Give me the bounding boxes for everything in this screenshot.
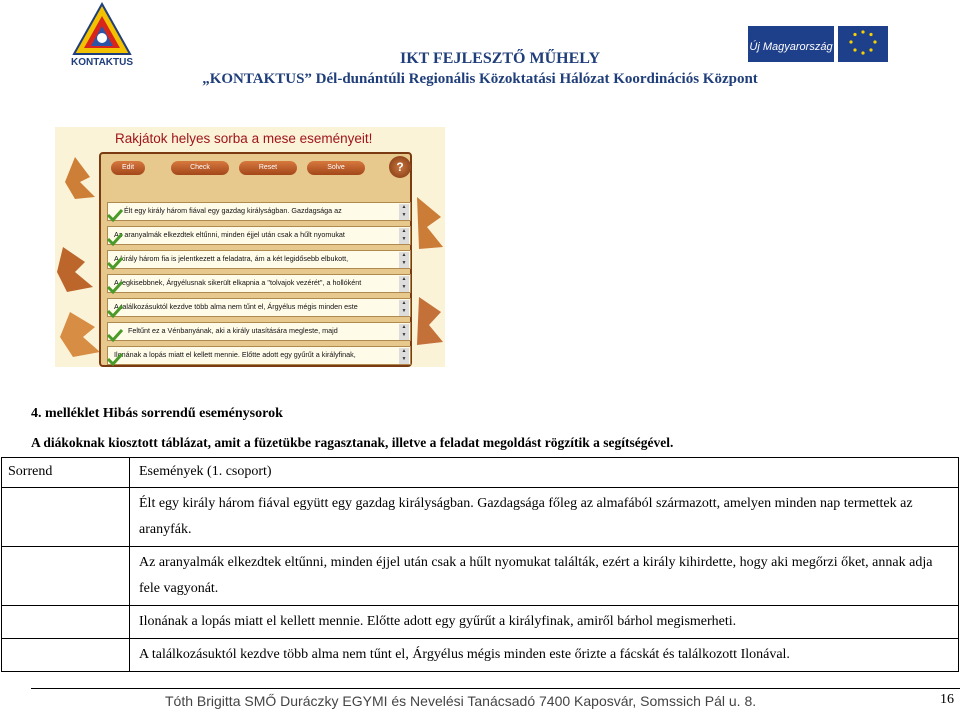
check-icon: [106, 352, 124, 366]
row-text: Az aranyalmák elkezdtek eltűnni, minden éjjel után csak a hűlt nyomukat: [114, 230, 345, 239]
move-up-icon[interactable]: ▲: [399, 252, 409, 260]
page-number: 16: [940, 692, 954, 707]
footer-divider: [31, 688, 960, 689]
header-title-line1: IKT FEJLESZTŐ MŰHELY: [399, 50, 601, 67]
game-title: Rakjátok helyes sorba a mese eseményeit!: [115, 131, 373, 146]
table-row: [2, 488, 959, 547]
sortable-row[interactable]: [107, 202, 411, 221]
game-toolbar: [101, 154, 410, 182]
sortable-row[interactable]: [107, 274, 411, 293]
move-down-icon[interactable]: ▼: [399, 236, 409, 244]
move-down-icon[interactable]: ▼: [399, 260, 409, 268]
move-up-icon[interactable]: ▲: [399, 276, 409, 284]
row-text: Ilonának a lopás miatt el kellett mennie. Előtte adott egy gyűrűt a királyfinak,: [114, 350, 356, 359]
order-cell: [2, 547, 130, 606]
move-down-icon[interactable]: ▼: [399, 308, 409, 316]
row-text: A találkozásuktól kezdve több alma nem tűnt el, Árgyélus mégis minden este: [114, 302, 358, 311]
help-button[interactable]: ?: [389, 156, 411, 178]
section-heading: 4. melléklet Hibás sorrendű eseménysorok: [31, 406, 283, 421]
move-up-icon[interactable]: ▲: [399, 204, 409, 212]
move-up-icon[interactable]: ▲: [399, 324, 409, 332]
move-up-icon[interactable]: ▲: [399, 348, 409, 356]
edit-button[interactable]: Edit: [111, 161, 145, 175]
table-row: [2, 639, 959, 672]
sortable-row[interactable]: [107, 226, 411, 245]
table-header-row: [2, 458, 959, 488]
row-text: Feltűnt ez a Vénbanyának, aki a király utasítására megleste, majd: [128, 326, 338, 335]
sorting-game-screenshot: [55, 127, 445, 367]
intro-text: A diákoknak kiosztott táblázat, amit a füzetükbe ragasztanak, illetve a feladat megoldást rögzítik a segítségével.: [31, 435, 674, 450]
column-header-order: Sorrend: [2, 458, 130, 488]
check-icon: [106, 280, 124, 294]
order-cell: [2, 606, 130, 639]
check-icon: [106, 208, 124, 222]
uj-magyarorszag-eu-logo: [748, 26, 888, 62]
event-cell: Élt egy király három fiával együtt egy gazdag királyságban. Gazdagsága főleg az almafából származott, amelyen minden nap termettek az aranyfák.: [130, 488, 959, 547]
row-text: Élt egy király három fiával egy gazdag királyságban. Gazdagsága az: [124, 206, 342, 215]
reset-button[interactable]: Reset: [239, 161, 297, 175]
order-cell: [2, 488, 130, 547]
header-title-line2: „KONTAKTUS” Dél-dunántúli Regionális Közoktatási Hálózat Koordinációs Központ: [202, 71, 758, 87]
order-cell: [2, 639, 130, 672]
uj-magyarorszag-text: Új Magyarország: [749, 41, 833, 53]
check-icon: [106, 328, 124, 342]
check-icon: [106, 256, 124, 270]
table-row: [2, 606, 959, 639]
solve-button[interactable]: Solve: [307, 161, 365, 175]
move-up-icon[interactable]: ▲: [399, 228, 409, 236]
sortable-row[interactable]: [107, 298, 411, 317]
game-panel: [99, 152, 412, 367]
events-table: [1, 457, 959, 672]
footer-text: Tóth Brigitta SMŐ Duráczky EGYMI és Nevelési Tanácsadó 7400 Kaposvár, Somssich Pál u. 8.: [165, 693, 757, 709]
kontaktus-logo-text: KONTAKTUS: [70, 57, 134, 68]
column-header-events: Események (1. csoport): [130, 458, 959, 488]
event-cell: Az aranyalmák elkezdtek eltűnni, minden éjjel után csak a hűlt nyomukat találták, ezért a király kihirdette, hogy aki megőrzi őket, annak adja fele vagyonát.: [130, 547, 959, 606]
autumn-leaves-decoration-right: [413, 187, 445, 367]
move-down-icon[interactable]: ▼: [399, 332, 409, 340]
event-cell: A találkozásuktól kezdve több alma nem tűnt el, Árgyélus mégis minden este őrizte a fácskát és találkozott Ilonával.: [130, 639, 959, 672]
sortable-row[interactable]: [107, 250, 411, 269]
row-text: A legkisebbnek, Árgyélusnak sikerült elkapnia a "tolvajok vezérét", a hollóként: [114, 278, 362, 287]
table-row: [2, 547, 959, 606]
sortable-row[interactable]: [107, 322, 411, 341]
move-down-icon[interactable]: ▼: [399, 284, 409, 292]
check-icon: [106, 232, 124, 246]
move-down-icon[interactable]: ▼: [399, 212, 409, 220]
move-up-icon[interactable]: ▲: [399, 300, 409, 308]
sortable-row[interactable]: [107, 346, 411, 365]
check-button[interactable]: Check: [171, 161, 229, 175]
row-text: A király három fia is jelentkezett a feladatra, ám a két legidősebb elbukott,: [114, 254, 349, 263]
event-cell: Ilonának a lopás miatt el kellett mennie. Előtte adott egy gyűrűt a királyfinak, amiről bárhol megismerheti.: [130, 606, 959, 639]
move-down-icon[interactable]: ▼: [399, 356, 409, 364]
check-icon: [106, 304, 124, 318]
